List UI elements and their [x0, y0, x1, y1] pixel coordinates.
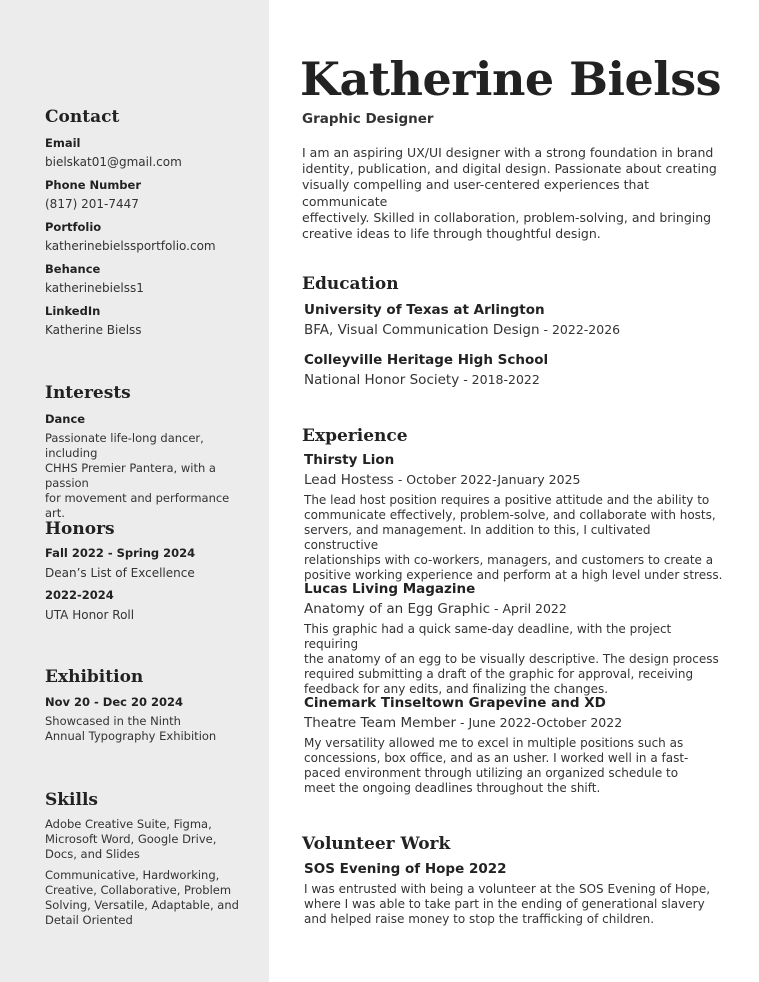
- job-description: My versatility allowed me to excel in multiple positions such as concessions, box office, and as an usher. I worked well in a fast- paced environment through utilizing an organized schedule to meet the ongoing deadlines throughout the shift.: [304, 736, 689, 795]
- honor-date: 2022-2024: [45, 588, 114, 602]
- job-date: - April 2022: [490, 601, 567, 616]
- job-title: Theatre Team Member: [304, 715, 457, 731]
- volunteer-title: SOS Evening of Hope 2022: [304, 861, 507, 877]
- honors-heading: Honors: [45, 519, 115, 539]
- job-title: Anatomy of an Egg Graphic: [304, 601, 491, 617]
- skills-software: Adobe Creative Suite, Figma, Microsoft Word, Google Drive, Docs, and Slides: [45, 817, 217, 861]
- degree-line: [304, 322, 620, 338]
- experience-heading: Experience: [302, 426, 408, 446]
- degree-line: [304, 372, 540, 388]
- job-title: Lead Hostess: [304, 472, 394, 488]
- behance-link[interactable]: katherinebielss1: [45, 281, 144, 295]
- candidate-role: Graphic Designer: [302, 111, 434, 127]
- portfolio-link[interactable]: katherinebielssportfolio.com: [45, 239, 216, 253]
- job-line: [304, 715, 622, 731]
- degree: BFA, Visual Communication Design: [304, 322, 540, 338]
- job-date: - October 2022-January 2025: [393, 472, 581, 487]
- phone-label: Phone Number: [45, 178, 142, 192]
- email-value[interactable]: bielskat01@gmail.com: [45, 155, 182, 169]
- linkedin-label: LinkedIn: [45, 304, 101, 318]
- job-description: This graphic had a quick same-day deadline, with the project requiring the anatomy of an egg to be visually descriptive. The design process required submitting a draft of the graphic for approval, receiving feedback for any edits, and finalizing the changes.: [304, 622, 719, 696]
- contact-heading: Contact: [45, 107, 120, 127]
- behance-label: Behance: [45, 262, 101, 276]
- exhibition-date: Nov 20 - Dec 20 2024: [45, 695, 183, 709]
- job-description: The lead host position requires a positive attitude and the ability to communicate effectively, problem-solve, and collaborate with hosts, servers, and management. In addition to this, I cultivated constructive relationships with co-workers, managers, and customers to create a positive working experience and perform at a high level under stress.: [304, 493, 723, 582]
- exhibition-text: Showcased in the Ninth Annual Typography Exhibition: [45, 714, 217, 743]
- degree: National Honor Society: [304, 372, 460, 388]
- sidebar: [0, 0, 269, 982]
- volunteer-description: I was entrusted with being a volunteer at the SOS Evening of Hope, where I was able to take part in the ending of generational slavery and helped raise money to stop the trafficking of children.: [304, 882, 711, 926]
- honor-date: Fall 2022 - Spring 2024: [45, 546, 196, 560]
- candidate-name: Katherine Bielss: [300, 52, 722, 106]
- honor-text: Dean’s List of Excellence: [45, 566, 195, 580]
- phone-value: (817) 201-7447: [45, 197, 139, 211]
- volunteer-heading: Volunteer Work: [302, 834, 451, 854]
- skills-heading: Skills: [45, 790, 99, 810]
- degree-date: - 2022-2026: [539, 322, 621, 337]
- interest-label: Dance: [45, 412, 86, 426]
- linkedin-link[interactable]: Katherine Bielss: [45, 323, 142, 337]
- company-name: Lucas Living Magazine: [304, 581, 476, 597]
- company-name: Thirsty Lion: [304, 452, 395, 468]
- education-heading: Education: [302, 274, 399, 294]
- portfolio-label: Portfolio: [45, 220, 102, 234]
- school-name: Colleyville Heritage High School: [304, 352, 549, 368]
- job-line: [304, 472, 581, 488]
- job-line: [304, 601, 567, 617]
- job-date: - June 2022-October 2022: [456, 715, 623, 730]
- school-name: University of Texas at Arlington: [304, 302, 545, 318]
- exhibition-heading: Exhibition: [45, 667, 144, 687]
- honor-text: UTA Honor Roll: [45, 608, 135, 622]
- skills-soft: Communicative, Hardworking, Creative, Collaborative, Problem Solving, Versatile, Adaptable, and Detail Oriented: [45, 868, 239, 927]
- interests-heading: Interests: [45, 383, 131, 403]
- degree-date: - 2018-2022: [459, 372, 540, 387]
- email-label: Email: [45, 136, 81, 150]
- interest-text: Passionate life-long dancer, including CHHS Premier Pantera, with a passion for movement and performance art.: [45, 431, 230, 520]
- summary: I am an aspiring UX/UI designer with a strong foundation in brand identity, publication, and digital design. Passionate about creating visually compelling and user-centered experiences that communicate effectively. Skilled in collaboration, problem-solving, and bringing creative ideas to life through thoughtful design.: [302, 145, 717, 242]
- company-name: Cinemark Tinseltown Grapevine and XD: [304, 695, 606, 711]
